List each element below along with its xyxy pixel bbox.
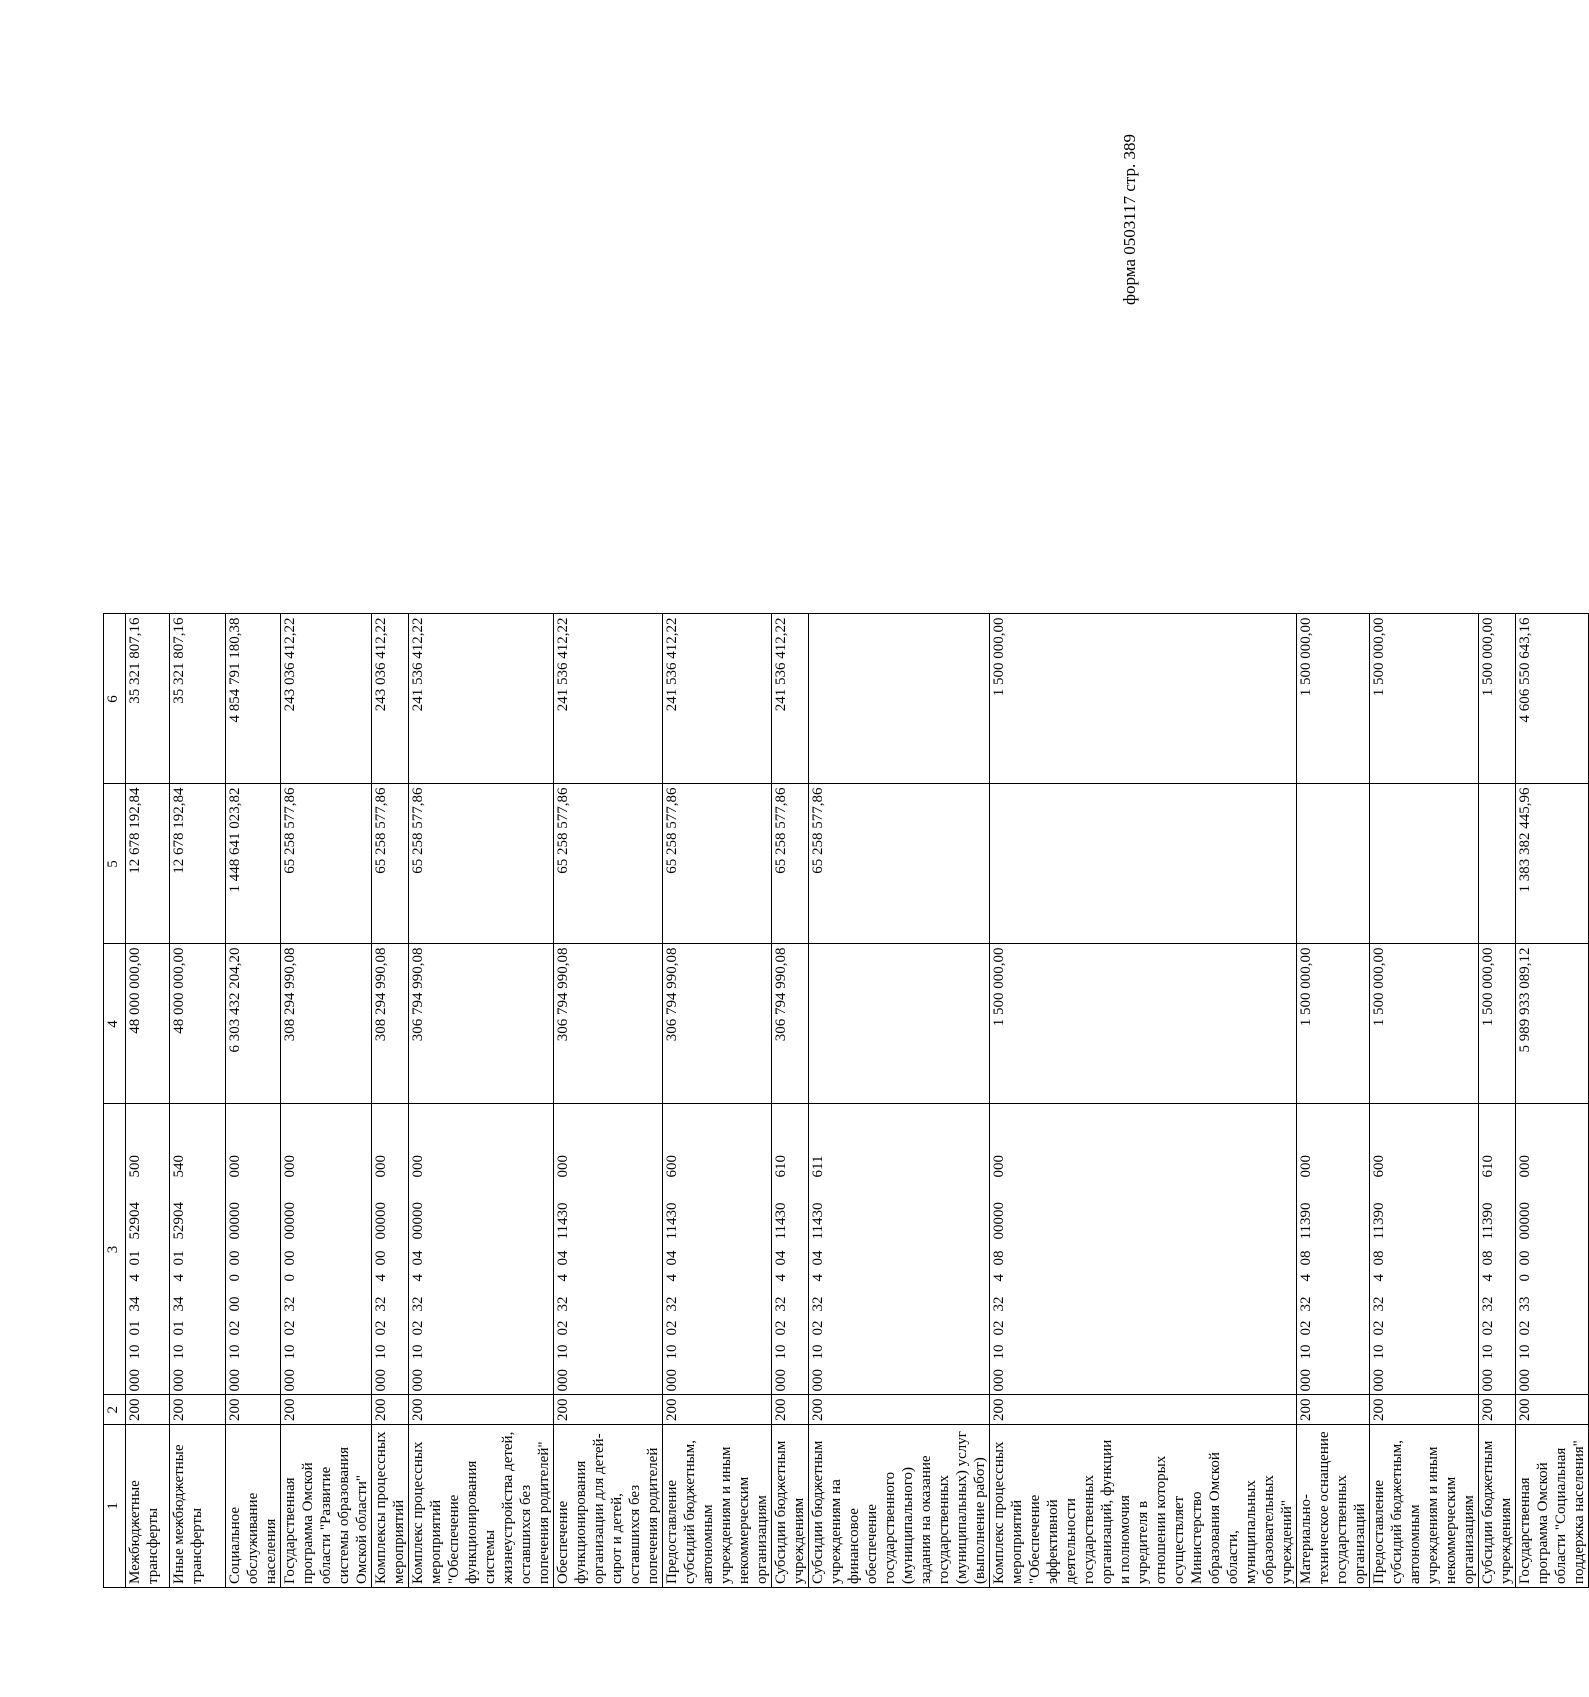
code-part: 00000 <box>227 1202 243 1240</box>
row-name: Комплексы процессных мероприятий <box>372 1425 409 1588</box>
row-name: Обеспечение функционирования организации для детей-сирот и детей, оставшихся без попечения родителей <box>554 1425 663 1588</box>
code-part: 00000 <box>282 1202 298 1240</box>
code-part: 4 <box>773 1274 789 1282</box>
code-part: 32 <box>773 1296 789 1312</box>
code-part: 01 <box>127 1320 143 1336</box>
code-part: 000 <box>410 1369 426 1392</box>
row-name: Государственная программа Омской области "Развитие системы образования Омской области" <box>281 1425 372 1588</box>
code-part: 000 <box>282 1155 298 1178</box>
table-row <box>1370 614 1479 1588</box>
code-part: 4 <box>1480 1274 1496 1282</box>
code-part: 600 <box>1371 1155 1387 1178</box>
budget-class-code <box>1516 1104 1589 1395</box>
budget-class-code <box>126 1104 170 1395</box>
code-part: 32 <box>664 1296 680 1312</box>
table-row <box>372 614 409 1588</box>
approved-amount: 308 294 990,08 <box>372 944 409 1104</box>
unexecuted-amount: 4 854 791 180,38 <box>226 614 281 784</box>
column-number: 5 <box>104 784 126 944</box>
approved-amount: 1 500 000,00 <box>1370 944 1479 1104</box>
code-part: 000 <box>555 1369 571 1392</box>
code-part: 10 <box>1517 1344 1533 1360</box>
table-row <box>554 614 663 1588</box>
executed-amount: 12 678 192,84 <box>126 784 170 944</box>
table-row <box>126 614 170 1588</box>
code-part: 000 <box>373 1369 389 1392</box>
approved-amount: 48 000 000,00 <box>126 944 170 1104</box>
approved-amount <box>809 944 990 1104</box>
code-part: 4 <box>373 1274 389 1282</box>
code-part: 04 <box>664 1250 680 1266</box>
code-part: 10 <box>1298 1344 1314 1360</box>
executed-amount: 65 258 577,86 <box>281 784 372 944</box>
line-code: 200 <box>1479 1395 1516 1425</box>
code-part: 52904 <box>171 1202 187 1240</box>
executed-amount <box>1479 784 1516 944</box>
code-part: 04 <box>810 1250 826 1266</box>
code-part: 10 <box>773 1344 789 1360</box>
code-part: 01 <box>127 1250 143 1266</box>
code-part: 00000 <box>410 1202 426 1240</box>
executed-amount <box>1297 784 1370 944</box>
code-part: 000 <box>373 1155 389 1178</box>
row-name: Предоставление субсидий бюджетным, автономным учреждениям и иным некоммерческим организациям <box>1370 1425 1479 1588</box>
code-part: 02 <box>810 1320 826 1336</box>
budget-class-code <box>990 1104 1297 1395</box>
code-part: 32 <box>991 1296 1007 1312</box>
code-part: 000 <box>410 1155 426 1178</box>
table-row <box>409 614 554 1588</box>
unexecuted-amount: 243 036 412,22 <box>281 614 372 784</box>
code-part: 4 <box>127 1274 143 1282</box>
code-part: 000 <box>171 1369 187 1392</box>
code-part: 000 <box>555 1155 571 1178</box>
code-part: 32 <box>1480 1296 1496 1312</box>
code-part: 10 <box>991 1344 1007 1360</box>
row-name: Комплекс процессных мероприятий "Обеспечение функционирования системы жизнеустройства детей, оставшихся без попечения родителей" <box>409 1425 554 1588</box>
approved-amount: 1 500 000,00 <box>1479 944 1516 1104</box>
code-parts <box>990 1108 1008 1392</box>
code-parts <box>809 1108 827 1392</box>
budget-class-code <box>554 1104 663 1395</box>
code-part: 11430 <box>555 1202 571 1240</box>
code-part: 000 <box>991 1369 1007 1392</box>
unexecuted-amount: 1 500 000,00 <box>1297 614 1370 784</box>
line-code: 200 <box>1297 1395 1370 1425</box>
unexecuted-amount: 35 321 807,16 <box>170 614 226 784</box>
code-part: 32 <box>1371 1296 1387 1312</box>
code-part: 11430 <box>664 1202 680 1240</box>
code-part: 04 <box>410 1250 426 1266</box>
line-code: 200 <box>281 1395 372 1425</box>
code-part: 08 <box>991 1250 1007 1266</box>
code-part: 000 <box>1517 1155 1533 1178</box>
code-part: 500 <box>127 1155 143 1178</box>
code-parts <box>170 1108 188 1392</box>
code-part: 02 <box>227 1320 243 1336</box>
budget-class-code <box>226 1104 281 1395</box>
code-part: 02 <box>1480 1320 1496 1336</box>
table-row <box>809 614 990 1588</box>
executed-amount: 1 448 641 023,82 <box>226 784 281 944</box>
code-part: 610 <box>1480 1155 1496 1178</box>
column-number-row <box>104 614 126 1588</box>
column-number: 4 <box>104 944 126 1104</box>
table-row <box>170 614 226 1588</box>
budget-class-code <box>809 1104 990 1395</box>
code-part: 000 <box>127 1369 143 1392</box>
code-part: 34 <box>127 1296 143 1312</box>
executed-amount: 65 258 577,86 <box>372 784 409 944</box>
budget-table <box>103 614 1589 1589</box>
table-row <box>772 614 809 1588</box>
code-parts <box>409 1108 427 1392</box>
code-part: 000 <box>664 1369 680 1392</box>
code-part: 04 <box>773 1250 789 1266</box>
unexecuted-amount: 241 536 412,22 <box>663 614 772 784</box>
code-part: 02 <box>664 1320 680 1336</box>
column-number: 2 <box>104 1395 126 1425</box>
code-part: 4 <box>555 1274 571 1282</box>
executed-amount: 65 258 577,86 <box>409 784 554 944</box>
code-part: 4 <box>1298 1274 1314 1282</box>
code-part: 0 <box>282 1274 298 1282</box>
row-name: Субсидии бюджетным учреждениям на финансовое обеспечение государственного (муниципального) задания на оказание государственных (муниципальных) услуг (выполнение работ) <box>809 1425 990 1588</box>
approved-amount: 306 794 990,08 <box>409 944 554 1104</box>
code-part: 32 <box>373 1296 389 1312</box>
code-part: 08 <box>1480 1250 1496 1266</box>
code-part: 02 <box>373 1320 389 1336</box>
table-row <box>663 614 772 1588</box>
table-row <box>990 614 1297 1588</box>
code-part: 4 <box>991 1274 1007 1282</box>
code-part: 32 <box>555 1296 571 1312</box>
code-part: 10 <box>1480 1344 1496 1360</box>
code-part: 4 <box>1371 1274 1387 1282</box>
code-part: 10 <box>227 1344 243 1360</box>
code-part: 02 <box>1298 1320 1314 1336</box>
code-part: 02 <box>773 1320 789 1336</box>
row-name: Материально-техническое оснащение государственных организаций <box>1297 1425 1370 1588</box>
code-part: 00 <box>227 1250 243 1266</box>
budget-class-code <box>1370 1104 1479 1395</box>
line-code: 200 <box>809 1395 990 1425</box>
code-parts <box>554 1108 572 1392</box>
line-code: 200 <box>1516 1395 1589 1425</box>
code-parts <box>281 1108 299 1392</box>
line-code: 200 <box>372 1395 409 1425</box>
unexecuted-amount: 1 500 000,00 <box>1479 614 1516 784</box>
approved-amount: 1 500 000,00 <box>990 944 1297 1104</box>
budget-class-code <box>409 1104 554 1395</box>
executed-amount: 65 258 577,86 <box>554 784 663 944</box>
row-name: Предоставление субсидий бюджетным, автономным учреждениям и иным некоммерческим организациям <box>663 1425 772 1588</box>
column-number: 3 <box>104 1104 126 1395</box>
executed-amount: 65 258 577,86 <box>809 784 990 944</box>
column-number: 6 <box>104 614 126 784</box>
code-part: 34 <box>171 1296 187 1312</box>
code-part: 32 <box>810 1296 826 1312</box>
code-parts <box>1370 1108 1388 1392</box>
code-part: 10 <box>410 1344 426 1360</box>
approved-amount: 1 500 000,00 <box>1297 944 1370 1104</box>
code-part: 02 <box>282 1320 298 1336</box>
code-part: 11430 <box>773 1202 789 1240</box>
code-parts <box>226 1108 244 1392</box>
budget-class-code <box>772 1104 809 1395</box>
row-name: Межбюджетные трансферты <box>126 1425 170 1588</box>
executed-amount: 1 383 382 445,96 <box>1516 784 1589 944</box>
code-parts <box>772 1108 790 1392</box>
code-part: 4 <box>171 1274 187 1282</box>
code-part: 00 <box>373 1250 389 1266</box>
unexecuted-amount: 1 500 000,00 <box>1370 614 1479 784</box>
code-part: 33 <box>1517 1296 1533 1312</box>
unexecuted-amount: 241 536 412,22 <box>409 614 554 784</box>
code-part: 02 <box>991 1320 1007 1336</box>
code-part: 10 <box>282 1344 298 1360</box>
column-number: 1 <box>104 1425 126 1588</box>
code-part: 11430 <box>810 1202 826 1240</box>
code-parts <box>663 1108 681 1392</box>
code-part: 000 <box>1517 1369 1533 1392</box>
code-part: 540 <box>171 1155 187 1178</box>
code-part: 10 <box>810 1344 826 1360</box>
budget-class-code <box>281 1104 372 1395</box>
form-number-label: форма 0503117 стр. 389 <box>1120 134 1139 305</box>
approved-amount: 48 000 000,00 <box>170 944 226 1104</box>
code-part: 32 <box>1298 1296 1314 1312</box>
code-part: 000 <box>991 1155 1007 1178</box>
executed-amount: 65 258 577,86 <box>772 784 809 944</box>
code-part: 32 <box>282 1296 298 1312</box>
code-part: 000 <box>1371 1369 1387 1392</box>
line-code: 200 <box>554 1395 663 1425</box>
code-part: 10 <box>1371 1344 1387 1360</box>
code-part: 11390 <box>1298 1202 1314 1240</box>
code-part: 04 <box>555 1250 571 1266</box>
code-part: 02 <box>1517 1320 1533 1336</box>
approved-amount: 5 989 933 089,12 <box>1516 944 1589 1104</box>
code-part: 000 <box>810 1369 826 1392</box>
code-part: 00 <box>227 1296 243 1312</box>
executed-amount <box>1370 784 1479 944</box>
code-part: 000 <box>1480 1369 1496 1392</box>
row-name: Субсидии бюджетным учреждениям <box>772 1425 809 1588</box>
unexecuted-amount: 243 036 412,22 <box>372 614 409 784</box>
code-part: 000 <box>227 1155 243 1178</box>
code-parts <box>126 1108 144 1392</box>
approved-amount: 306 794 990,08 <box>772 944 809 1104</box>
unexecuted-amount <box>809 614 990 784</box>
line-code: 200 <box>990 1395 1297 1425</box>
code-part: 000 <box>227 1369 243 1392</box>
code-part: 10 <box>171 1344 187 1360</box>
code-part: 10 <box>127 1344 143 1360</box>
code-part: 4 <box>810 1274 826 1282</box>
code-part: 02 <box>410 1320 426 1336</box>
budget-class-code <box>372 1104 409 1395</box>
budget-class-code <box>170 1104 226 1395</box>
unexecuted-amount: 1 500 000,00 <box>990 614 1297 784</box>
code-part: 10 <box>664 1344 680 1360</box>
code-part: 000 <box>1298 1369 1314 1392</box>
line-code: 200 <box>663 1395 772 1425</box>
table-row <box>226 614 281 1588</box>
code-part: 11390 <box>1371 1202 1387 1240</box>
code-part: 00 <box>1517 1250 1533 1266</box>
executed-amount: 65 258 577,86 <box>663 784 772 944</box>
code-part: 08 <box>1371 1250 1387 1266</box>
row-name: Субсидии бюджетным учреждениям <box>1479 1425 1516 1588</box>
code-parts <box>1479 1108 1497 1392</box>
table-row <box>281 614 372 1588</box>
code-part: 000 <box>1298 1155 1314 1178</box>
table-row <box>1516 614 1589 1588</box>
table-row <box>1297 614 1370 1588</box>
row-name: Комплекс процессных мероприятий "Обеспечение эффективной деятельности государственных организаций, функции и полномочия учредителя в отношении которых осуществляет Министерство образования Омской области, муниципальных образовательных учреждений" <box>990 1425 1297 1588</box>
code-part: 4 <box>664 1274 680 1282</box>
code-part: 0 <box>227 1274 243 1282</box>
line-code: 200 <box>170 1395 226 1425</box>
row-name: Государственная программа Омской области "Социальная поддержка населения" <box>1516 1425 1589 1588</box>
budget-class-code <box>1297 1104 1370 1395</box>
unexecuted-amount: 241 536 412,22 <box>772 614 809 784</box>
row-name: Социальное обслуживание населения <box>226 1425 281 1588</box>
code-part: 10 <box>555 1344 571 1360</box>
code-part: 00 <box>282 1250 298 1266</box>
approved-amount: 306 794 990,08 <box>554 944 663 1104</box>
approved-amount: 308 294 990,08 <box>281 944 372 1104</box>
code-part: 08 <box>1298 1250 1314 1266</box>
code-part: 600 <box>664 1155 680 1178</box>
budget-class-code <box>1479 1104 1516 1395</box>
code-part: 02 <box>1371 1320 1387 1336</box>
approved-amount: 6 303 432 204,20 <box>226 944 281 1104</box>
code-part: 52904 <box>127 1202 143 1240</box>
line-code: 200 <box>1370 1395 1479 1425</box>
code-part: 32 <box>410 1296 426 1312</box>
code-part: 000 <box>282 1369 298 1392</box>
executed-amount: 12 678 192,84 <box>170 784 226 944</box>
code-part: 610 <box>773 1155 789 1178</box>
line-code: 200 <box>226 1395 281 1425</box>
code-part: 611 <box>810 1155 826 1178</box>
code-part: 0 <box>1517 1274 1533 1282</box>
code-part: 11390 <box>1480 1202 1496 1240</box>
code-part: 10 <box>373 1344 389 1360</box>
line-code: 200 <box>126 1395 170 1425</box>
code-part: 01 <box>171 1320 187 1336</box>
code-parts <box>1297 1108 1315 1392</box>
executed-amount <box>990 784 1297 944</box>
code-part: 00000 <box>373 1202 389 1240</box>
budget-class-code <box>663 1104 772 1395</box>
code-part: 4 <box>410 1274 426 1282</box>
unexecuted-amount: 241 536 412,22 <box>554 614 663 784</box>
code-part: 00000 <box>991 1202 1007 1240</box>
approved-amount: 306 794 990,08 <box>663 944 772 1104</box>
code-parts <box>372 1108 390 1392</box>
line-code: 200 <box>772 1395 809 1425</box>
table-row <box>1479 614 1516 1588</box>
line-code: 200 <box>409 1395 554 1425</box>
code-parts <box>1516 1108 1534 1392</box>
code-part: 000 <box>773 1369 789 1392</box>
code-part: 02 <box>555 1320 571 1336</box>
row-name: Иные межбюджетные трансферты <box>170 1425 226 1588</box>
code-part: 01 <box>171 1250 187 1266</box>
unexecuted-amount: 4 606 550 643,16 <box>1516 614 1589 784</box>
code-part: 00000 <box>1517 1202 1533 1240</box>
unexecuted-amount: 35 321 807,16 <box>126 614 170 784</box>
